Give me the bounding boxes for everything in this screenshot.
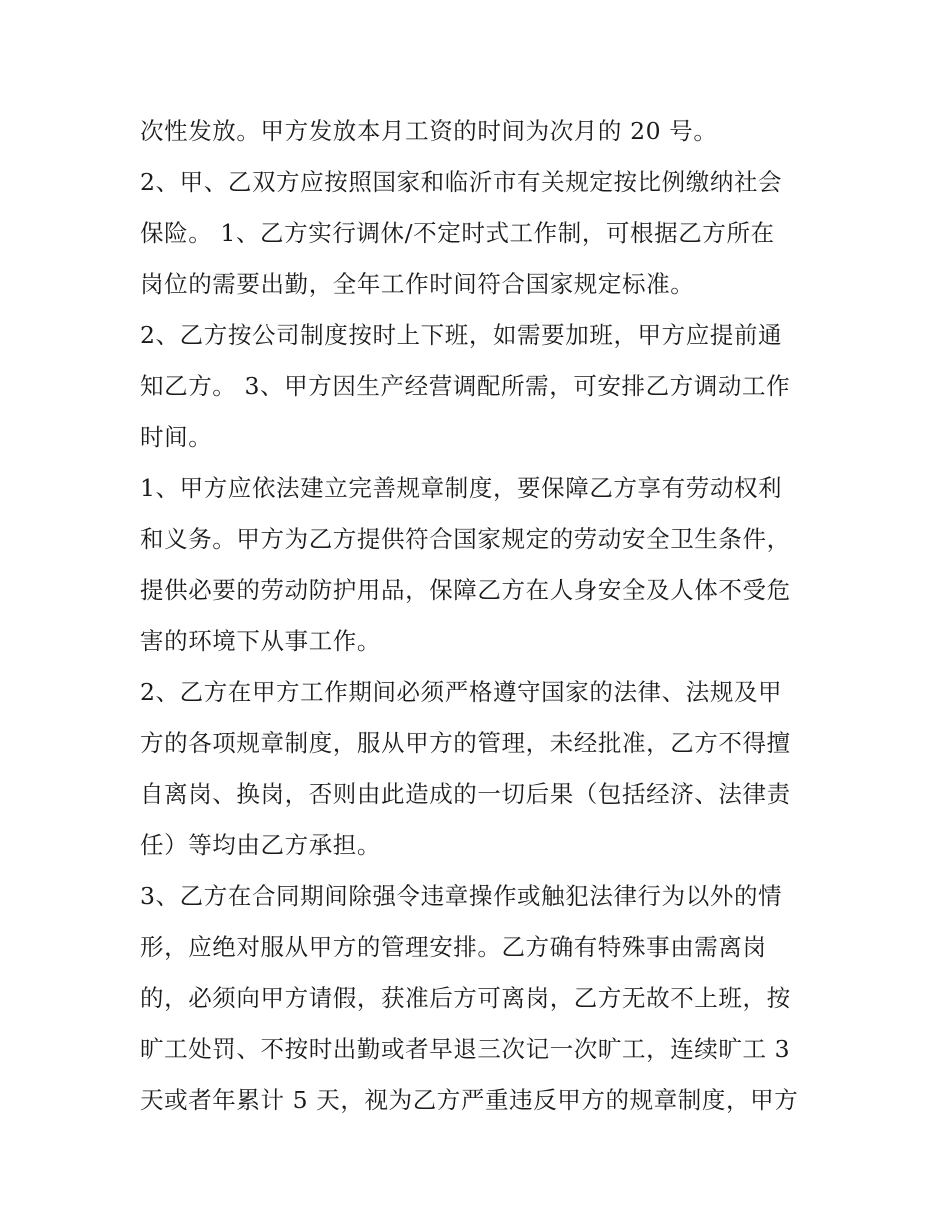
text-line: 和义务。甲方为乙方提供符合国家规定的劳动安全卫生条件， — [140, 525, 791, 553]
text-line: 方的各项规章制度，服从甲方的管理，未经批准，乙方不得擅 — [140, 729, 791, 757]
text-line: 次性发放。甲方发放本月工资的时间为次月的 20 号。 — [140, 117, 718, 145]
text-line: 岗位的需要出勤，全年工作时间符合国家规定标准。 — [140, 270, 695, 298]
text-line: 形，应绝对服从甲方的管理安排。乙方确有特殊事由需离岗 — [140, 933, 767, 961]
text-line: 旷工处罚、不按时出勤或者早退三次记一次旷工，连续旷工 3 — [140, 1035, 791, 1063]
text-line: 3、乙方在合同期间除强令违章操作或触犯法律行为以外的情 — [140, 882, 783, 910]
text-line: 2、乙方按公司制度按时上下班，如需要加班，甲方应提前通 — [140, 321, 783, 349]
text-line: 提供必要的劳动防护用品，保障乙方在人身安全及人体不受危 — [140, 576, 791, 604]
text-line: 2、甲、乙双方应按照国家和临沂市有关规定按比例缴纳社会 — [140, 168, 783, 196]
document-body — [140, 106, 820, 1126]
text-line: 2、乙方在甲方工作期间必须严格遵守国家的法律、法规及甲 — [140, 678, 783, 706]
text-line: 保险。 1、乙方实行调休/不定时式工作制，可根据乙方所在 — [140, 219, 775, 247]
text-line: 时间。 — [140, 423, 213, 451]
text-line: 自离岗、换岗，否则由此造成的一切后果（包括经济、法律责 — [140, 780, 791, 808]
text-line: 天或者年累计 5 天，视为乙方严重违反甲方的规章制度，甲方 — [140, 1086, 799, 1114]
text-line: 1、甲方应依法建立完善规章制度，要保障乙方享有劳动权利 — [140, 474, 783, 502]
text-line: 害的环境下从事工作。 — [140, 627, 381, 655]
text-line: 知乙方。 3、甲方因生产经营调配所需，可安排乙方调动工作 — [140, 372, 791, 400]
text-line: 的，必须向甲方请假，获准后方可离岗，乙方无故不上班，按 — [140, 984, 791, 1012]
text-line: 任）等均由乙方承担。 — [140, 831, 381, 859]
